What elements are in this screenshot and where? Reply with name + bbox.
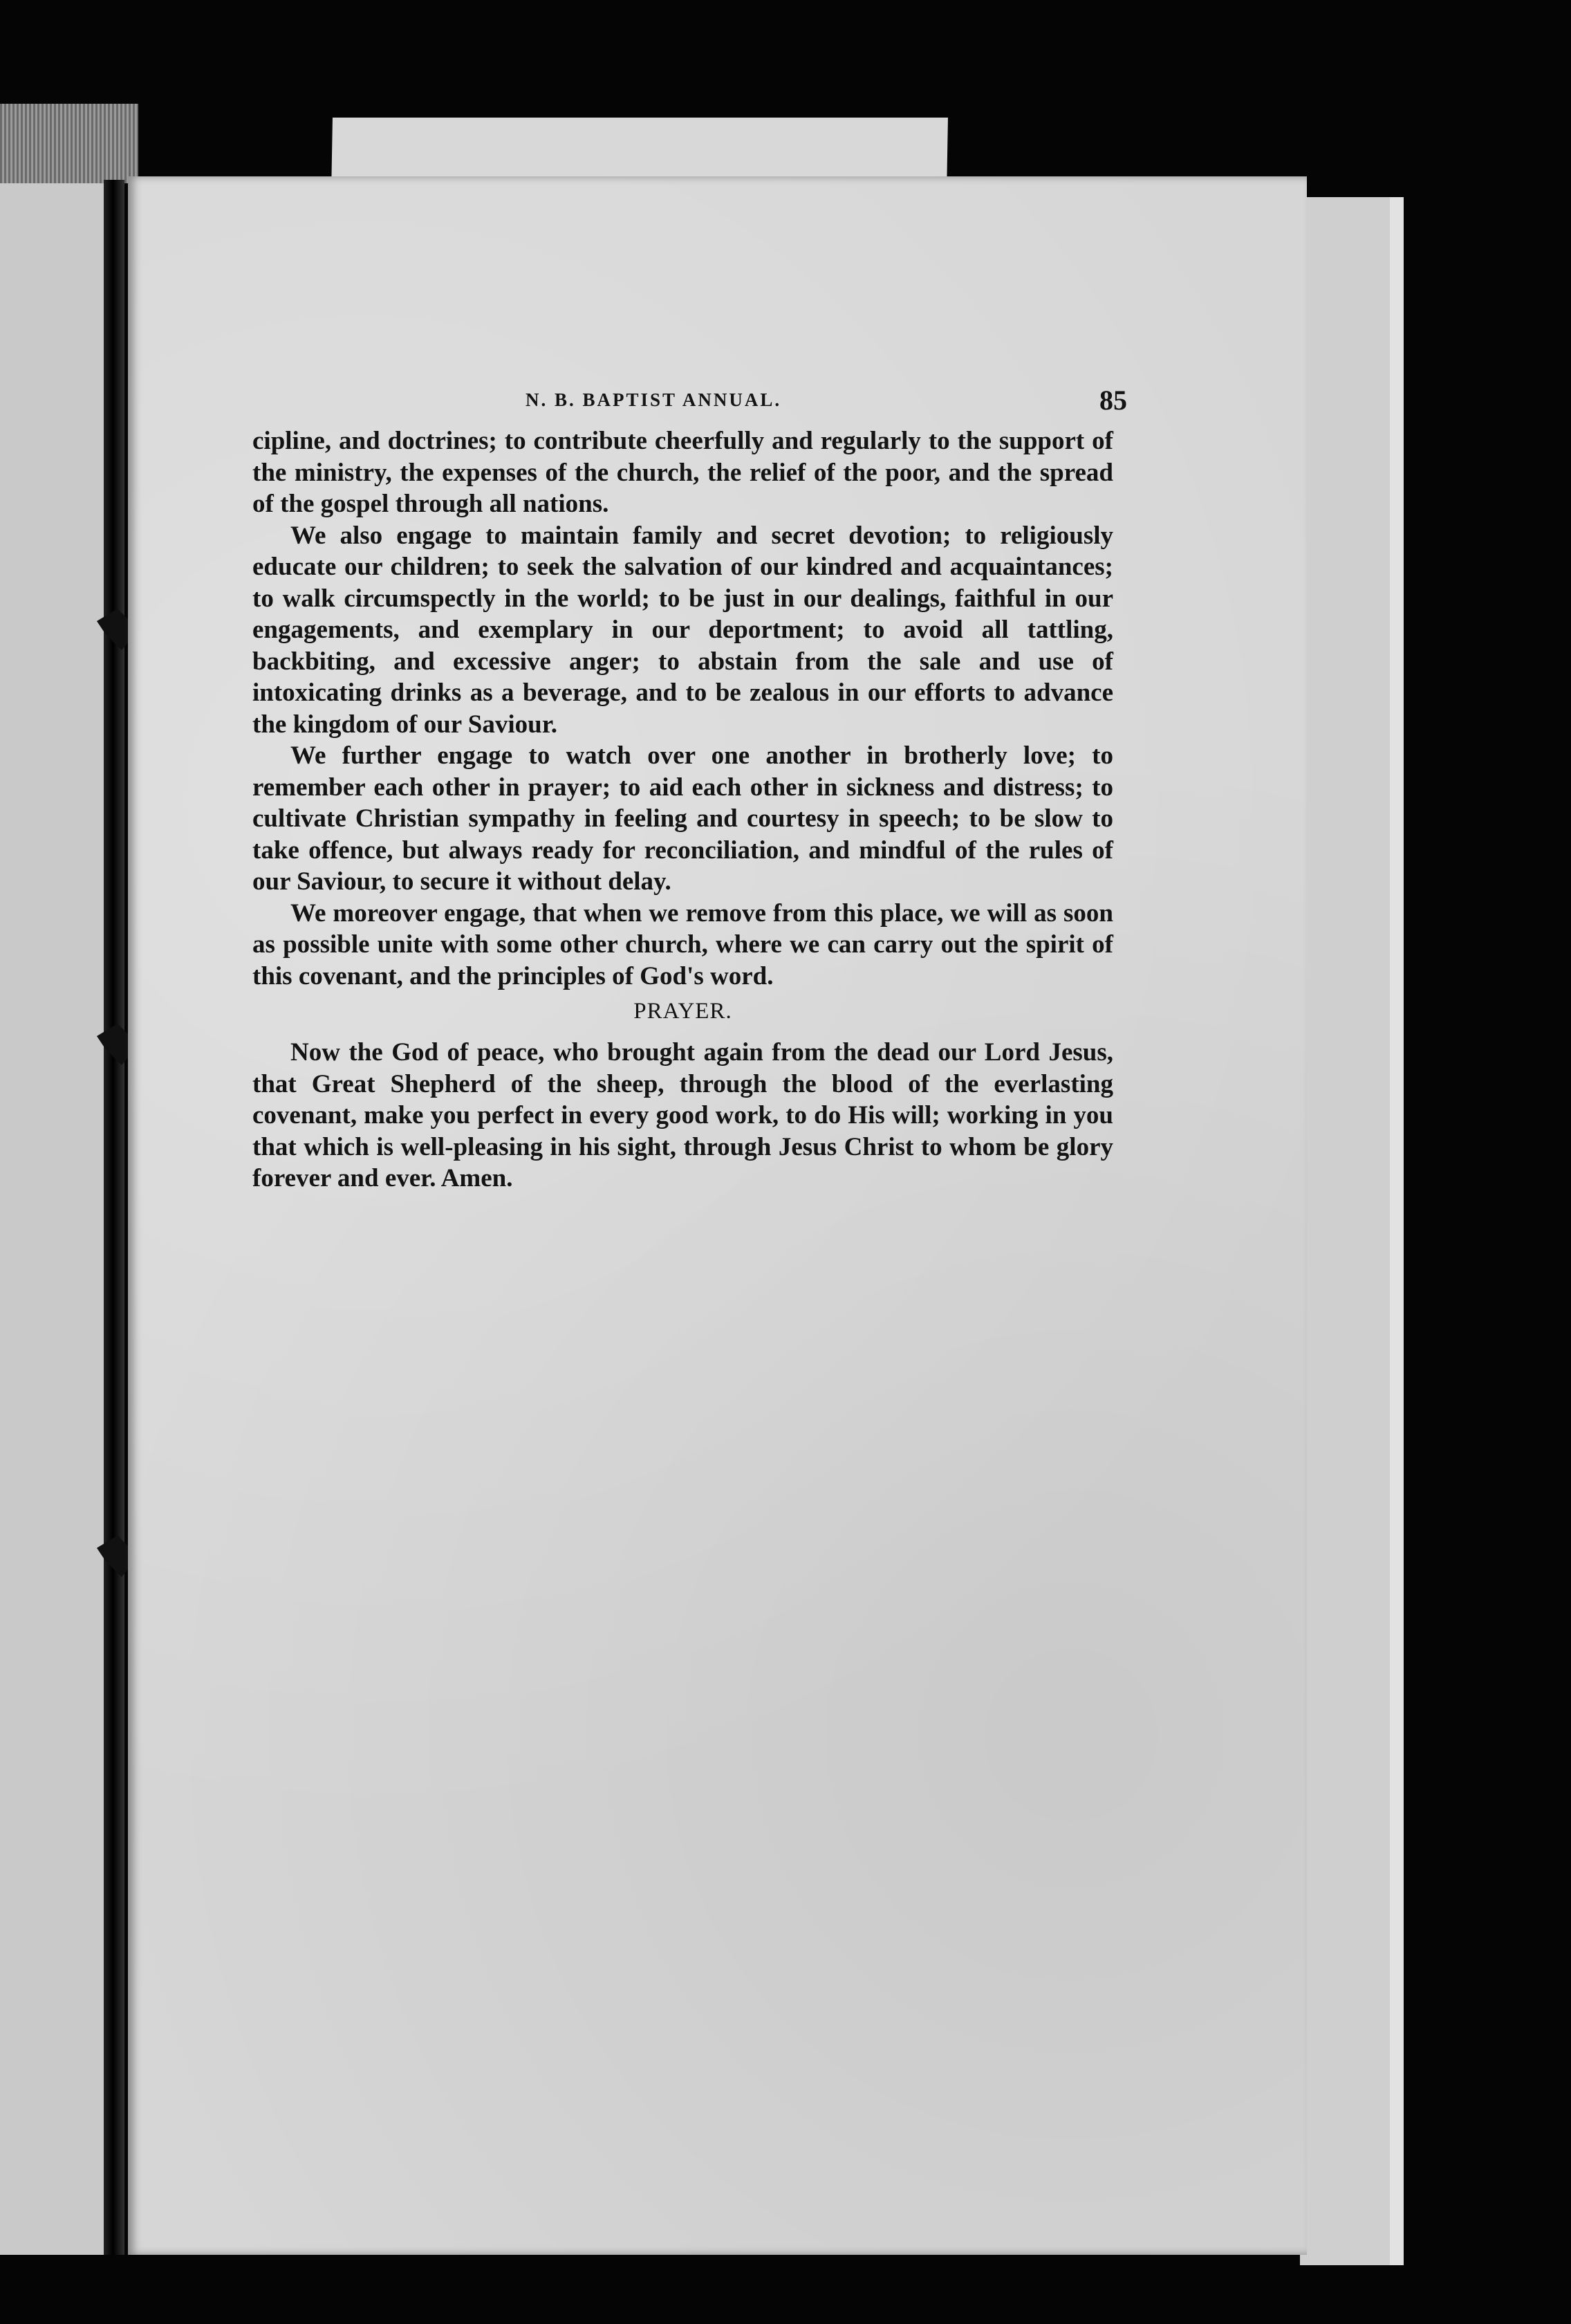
paragraph-devotion: We also engage to maintain family and secret devotion; to religiously educate our children; to seek the salvation of our kindred and acquaintances; to walk circumspectly in the world; to be just in our dealings, faithful in our engagements, and exemplary in our deportment; to avoid all tattling, backbiting, and excessive anger; to abstain from the sale and use of intoxicating drinks as a beverage, and to be zealous in our efforts to advance the kingdom of our Saviour. <box>252 521 1113 739</box>
book-page <box>128 176 1307 2255</box>
page-number: 85 <box>1099 385 1127 416</box>
prayer-paragraph: Now the God of peace, who brought again from the dead our Lord Jesus, that Great Shepherd of the sheep, through the blood of the everlasting covenant, make you perfect in every good work, to do His will; working in you that which is well-pleasing in his sight, through Jesus Christ to whom be glory forever and ever. Amen. <box>252 1038 1113 1192</box>
book-gutter <box>104 180 124 2255</box>
paragraph-removal: We moreover engage, that when we remove from this place, we will as soon as possible unite with some other church, where we can carry out the spirit of this covenant, and the principles of God's word. <box>252 898 1113 990</box>
paragraph-brotherly-love: We further engage to watch over one another in brotherly love; to remember each other in prayer; to aid each other in sickness and distress; to cultivate Christian sympathy in feeling and courtesy in speech; to be slow to take offence, but always ready for reconciliation, and mindful of the rules of our Saviour, to secure it without delay. <box>252 741 1113 896</box>
page-stack-edge <box>1300 197 1404 2265</box>
page-text <box>252 384 1127 1195</box>
paragraph-continuation: cipline, and doctrines; to contribute cheerfully and regularly to the support of the ministry, the expenses of the church, the relief of the poor, and the spread of the gospel through all nations. <box>252 427 1113 518</box>
running-title: N. B. BAPTIST ANNUAL. <box>526 389 782 410</box>
prayer-heading: PRAYER. <box>633 999 732 1024</box>
running-head <box>252 384 1127 425</box>
